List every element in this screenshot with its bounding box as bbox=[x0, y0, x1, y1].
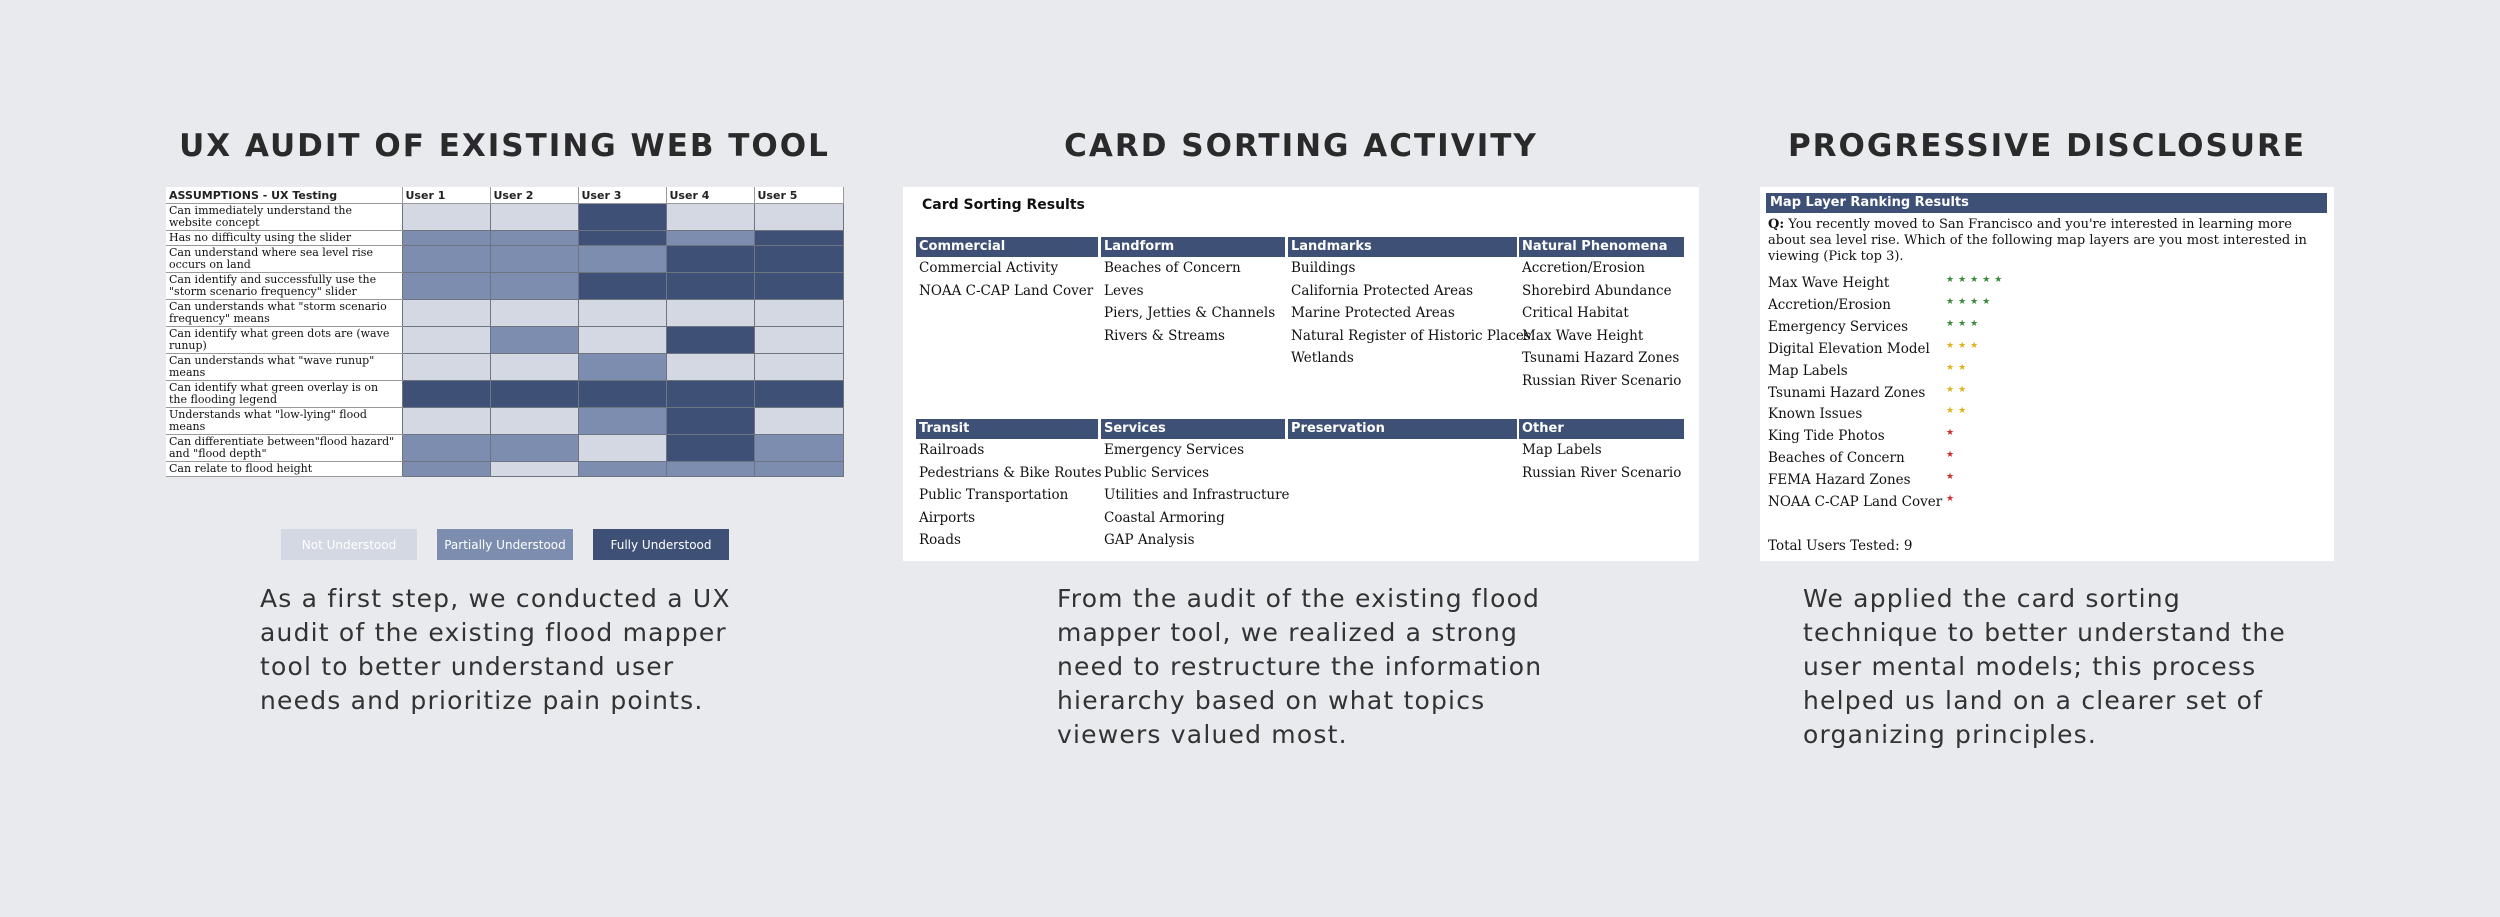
card-item: Emergency Services bbox=[1104, 442, 1245, 458]
ranking-label: Tsunami Hazard Zones bbox=[1768, 384, 1926, 401]
card-item: Buildings bbox=[1291, 260, 1356, 276]
audit-cell bbox=[402, 300, 490, 327]
audit-row bbox=[166, 300, 843, 327]
card-item: Roads bbox=[919, 532, 961, 549]
audit-row-label: Can identify what green overlay is on the flooding legend bbox=[166, 381, 402, 408]
description-line: mapper tool, we realized a strong bbox=[1057, 618, 1519, 647]
audit-row bbox=[166, 204, 843, 231]
card-item: Wetlands bbox=[1291, 350, 1354, 367]
description-line: As a first step, we conducted a UX bbox=[260, 584, 731, 613]
audit-header-label: ASSUMPTIONS - UX Testing bbox=[166, 187, 402, 204]
ranking-label: FEMA Hazard Zones bbox=[1768, 472, 1911, 489]
card-group-header: Commercial bbox=[916, 237, 1098, 257]
audit-cell bbox=[490, 231, 578, 246]
card-group-commercial bbox=[916, 237, 1098, 302]
audit-cell bbox=[666, 273, 754, 300]
audit-row-label: Can identify and successfully use the "storm scenario frequency" slider bbox=[166, 273, 402, 300]
audit-row bbox=[166, 273, 843, 300]
card-item: Shorebird Abundance bbox=[1522, 282, 1672, 299]
ranking-label: Map Labels bbox=[1768, 362, 1848, 379]
ranking-stars-icon: ★★ bbox=[1946, 406, 1971, 417]
audit-user-header: User 2 bbox=[490, 187, 578, 204]
card-item: Rivers & Streams bbox=[1104, 327, 1225, 344]
audit-cell bbox=[402, 327, 490, 354]
audit-cell bbox=[578, 354, 666, 381]
section-title-progressive-disclosure: PROGRESSIVE DISCLOSURE bbox=[1787, 128, 2307, 164]
card-item: Railroads bbox=[919, 442, 985, 458]
audit-cell bbox=[666, 408, 754, 435]
card-item: Pedestrians & Bike Routes bbox=[919, 464, 1102, 481]
audit-cell bbox=[402, 246, 490, 273]
audit-cell bbox=[578, 204, 666, 231]
description-line: tool to better understand user bbox=[260, 652, 675, 681]
card-item: Map Labels bbox=[1522, 442, 1602, 458]
audit-user-header: User 5 bbox=[754, 187, 843, 204]
card-item: Natural Register of Historic Places bbox=[1291, 327, 1531, 344]
card-item: Max Wave Height bbox=[1522, 327, 1644, 344]
description-line: technique to better understand the bbox=[1803, 618, 2286, 647]
ranking-label: Accretion/Erosion bbox=[1768, 296, 1891, 313]
audit-cell bbox=[754, 327, 843, 354]
card-group-landmarks bbox=[1288, 237, 1531, 370]
ranking-label: Max Wave Height bbox=[1768, 275, 1890, 291]
audit-row-label: Can understands what "storm scenario frequency" means bbox=[166, 300, 402, 327]
ranking-stars-icon: ★★ bbox=[1946, 384, 1971, 395]
audit-cell bbox=[490, 354, 578, 381]
ranking-title: Map Layer Ranking Results bbox=[1766, 193, 2327, 213]
description-line: helped us land on a clearer set of bbox=[1803, 686, 2264, 715]
card-item: Leves bbox=[1104, 282, 1144, 299]
card-item: Piers, Jetties & Channels bbox=[1104, 305, 1276, 322]
card-item: Russian River Scenario bbox=[1522, 464, 1682, 481]
card-item: Utilities and Infrastructure bbox=[1104, 487, 1290, 504]
card-item: Tsunami Hazard Zones bbox=[1522, 350, 1680, 367]
legend-partially-understood: Partially Understood bbox=[437, 529, 573, 560]
card-item: Coastal Armoring bbox=[1104, 509, 1225, 526]
question-text: You recently moved to San Francisco and you're interested in learning more about sea level rise. Which of the following map layers are you most interested in viewing (Pick top 3). bbox=[1768, 217, 2307, 264]
audit-cell bbox=[490, 462, 578, 477]
ranking-stars-icon: ★★★ bbox=[1946, 340, 1983, 351]
audit-cell bbox=[754, 246, 843, 273]
audit-cell bbox=[578, 246, 666, 273]
audit-row-label: Has no difficulty using the slider bbox=[166, 231, 402, 246]
card-item: Airports bbox=[919, 509, 976, 526]
description-line: audit of the existing flood mapper bbox=[260, 618, 727, 647]
audit-row-label: Understands what "low-lying" flood means bbox=[166, 408, 402, 435]
section-title-card-sorting: CARD SORTING ACTIVITY bbox=[1064, 128, 1538, 164]
audit-cell bbox=[402, 381, 490, 408]
audit-row-label: Can immediately understand the website concept bbox=[166, 204, 402, 231]
audit-cell bbox=[578, 462, 666, 477]
audit-cell bbox=[402, 408, 490, 435]
description-line: need to restructure the information bbox=[1057, 652, 1543, 681]
audit-cell bbox=[754, 354, 843, 381]
ranking-label: Emergency Services bbox=[1768, 318, 1909, 335]
total-users-tested: Total Users Tested: 9 bbox=[1768, 538, 1913, 554]
card-group-header: Services bbox=[1101, 419, 1285, 439]
audit-cell bbox=[754, 231, 843, 246]
audit-cell bbox=[490, 204, 578, 231]
card-group-header: Landform bbox=[1101, 237, 1285, 257]
audit-cell bbox=[578, 327, 666, 354]
description-line: needs and prioritize pain points. bbox=[260, 686, 704, 715]
audit-row bbox=[166, 327, 843, 354]
audit-cell bbox=[578, 435, 666, 462]
card-item: Accretion/Erosion bbox=[1522, 260, 1645, 276]
card-group-header: Preservation bbox=[1288, 419, 1517, 439]
ranking-stars-icon: ★ bbox=[1946, 472, 1959, 483]
legend-fully-understood: Fully Understood bbox=[593, 529, 729, 560]
audit-cell bbox=[402, 435, 490, 462]
audit-cell bbox=[754, 462, 843, 477]
ranking-label: King Tide Photos bbox=[1768, 428, 1885, 445]
audit-cell bbox=[666, 327, 754, 354]
card-sorting-title: Card Sorting Results bbox=[922, 197, 1085, 213]
card-group-preservation bbox=[1288, 419, 1517, 439]
audit-row-label: Can understands what "wave runup" means bbox=[166, 354, 402, 381]
audit-cell bbox=[402, 204, 490, 231]
ux-audit-table bbox=[166, 187, 844, 477]
audit-row bbox=[166, 246, 843, 273]
audit-row-label: Can relate to flood height bbox=[166, 462, 402, 477]
card-sorting-panel bbox=[903, 187, 1699, 561]
audit-cell bbox=[490, 273, 578, 300]
card-group-natural-phenomena bbox=[1519, 237, 1684, 393]
card-group-landform bbox=[1101, 237, 1285, 347]
audit-row-label: Can identify what green dots are (wave runup) bbox=[166, 327, 402, 354]
description-line: We applied the card sorting bbox=[1803, 584, 2181, 613]
card-item: Marine Protected Areas bbox=[1291, 305, 1455, 322]
card-group-header: Natural Phenomena bbox=[1519, 237, 1684, 257]
audit-cell bbox=[754, 435, 843, 462]
audit-cell bbox=[402, 354, 490, 381]
audit-cell bbox=[490, 435, 578, 462]
card-group-header: Other bbox=[1519, 419, 1684, 439]
ranking-stars-icon: ★ bbox=[1946, 494, 1959, 504]
card-item: California Protected Areas bbox=[1291, 282, 1474, 299]
audit-row-label: Can differentiate between"flood hazard" and "flood depth" bbox=[166, 435, 402, 462]
card-item: Commercial Activity bbox=[919, 260, 1059, 276]
progressive-disclosure-description bbox=[1803, 582, 2286, 752]
audit-cell bbox=[666, 300, 754, 327]
audit-cell bbox=[402, 462, 490, 477]
audit-user-header: User 3 bbox=[578, 187, 666, 204]
audit-user-header: User 4 bbox=[666, 187, 754, 204]
audit-cell bbox=[754, 273, 843, 300]
audit-cell bbox=[754, 381, 843, 408]
ranking-stars-icon: ★★★ bbox=[1946, 318, 1983, 329]
audit-cell bbox=[666, 204, 754, 231]
card-item: Public Services bbox=[1104, 464, 1210, 481]
ranking-stars-icon: ★★★★★ bbox=[1946, 275, 2007, 285]
audit-row bbox=[166, 408, 843, 435]
audit-cell bbox=[490, 246, 578, 273]
audit-cell bbox=[402, 273, 490, 300]
audit-cell bbox=[666, 231, 754, 246]
ranking-stars-icon: ★ bbox=[1946, 428, 1959, 439]
legend-not-understood: Not Understood bbox=[281, 529, 417, 560]
ranking-stars-icon: ★ bbox=[1946, 450, 1959, 461]
audit-cell bbox=[666, 462, 754, 477]
audit-cell bbox=[578, 231, 666, 246]
audit-row bbox=[166, 435, 843, 462]
description-line: hierarchy based on what topics bbox=[1057, 686, 1486, 715]
card-item: Public Transportation bbox=[919, 487, 1069, 504]
card-group-transit bbox=[916, 419, 1102, 552]
audit-cell bbox=[578, 408, 666, 435]
card-item: Russian River Scenario bbox=[1522, 372, 1682, 389]
map-layer-ranking-panel bbox=[1760, 187, 2334, 561]
audit-cell bbox=[666, 435, 754, 462]
ranking-label: Beaches of Concern bbox=[1768, 450, 1905, 467]
audit-header-row bbox=[166, 187, 843, 204]
card-group-services bbox=[1101, 419, 1290, 552]
audit-cell bbox=[666, 381, 754, 408]
card-item: Critical Habitat bbox=[1522, 305, 1629, 322]
audit-row-label: Can understand where sea level rise occurs on land bbox=[166, 246, 402, 273]
ranking-label: Digital Elevation Model bbox=[1768, 340, 1930, 357]
card-item: Beaches of Concern bbox=[1104, 260, 1241, 276]
audit-row bbox=[166, 354, 843, 381]
audit-row bbox=[166, 381, 843, 408]
card-group-other bbox=[1519, 419, 1684, 484]
question-prefix: Q: bbox=[1768, 217, 1785, 232]
audit-cell bbox=[490, 327, 578, 354]
section-title-ux-audit: UX AUDIT OF EXISTING WEB TOOL bbox=[179, 128, 830, 164]
ranking-stars-icon: ★★ bbox=[1946, 362, 1971, 373]
audit-cell bbox=[754, 204, 843, 231]
ux-audit-description bbox=[260, 582, 731, 718]
audit-row bbox=[166, 231, 843, 246]
audit-cell bbox=[490, 381, 578, 408]
audit-cell bbox=[578, 300, 666, 327]
audit-row bbox=[166, 462, 843, 477]
audit-cell bbox=[754, 408, 843, 435]
card-sorting-description bbox=[1057, 582, 1542, 752]
card-group-header: Landmarks bbox=[1288, 237, 1517, 257]
audit-cell bbox=[578, 381, 666, 408]
audit-cell bbox=[578, 273, 666, 300]
ranking-label: NOAA C-CAP Land Cover bbox=[1768, 494, 1943, 510]
audit-cell bbox=[490, 408, 578, 435]
audit-cell bbox=[666, 354, 754, 381]
audit-user-header: User 1 bbox=[402, 187, 490, 204]
card-group-header: Transit bbox=[916, 419, 1098, 439]
ranking-stars-icon: ★★★★ bbox=[1946, 296, 1995, 307]
card-item: GAP Analysis bbox=[1104, 532, 1195, 549]
description-line: viewers valued most. bbox=[1057, 720, 1348, 749]
audit-cell bbox=[666, 246, 754, 273]
card-item: NOAA C-CAP Land Cover bbox=[919, 282, 1094, 299]
ranking-label: Known Issues bbox=[1768, 406, 1863, 423]
description-line: organizing principles. bbox=[1803, 720, 2098, 749]
audit-cell bbox=[490, 300, 578, 327]
description-line: From the audit of the existing flood bbox=[1057, 584, 1541, 613]
audit-cell bbox=[402, 231, 490, 246]
description-line: user mental models; this process bbox=[1803, 652, 2257, 681]
ranking-question bbox=[1768, 217, 2328, 265]
audit-cell bbox=[754, 300, 843, 327]
